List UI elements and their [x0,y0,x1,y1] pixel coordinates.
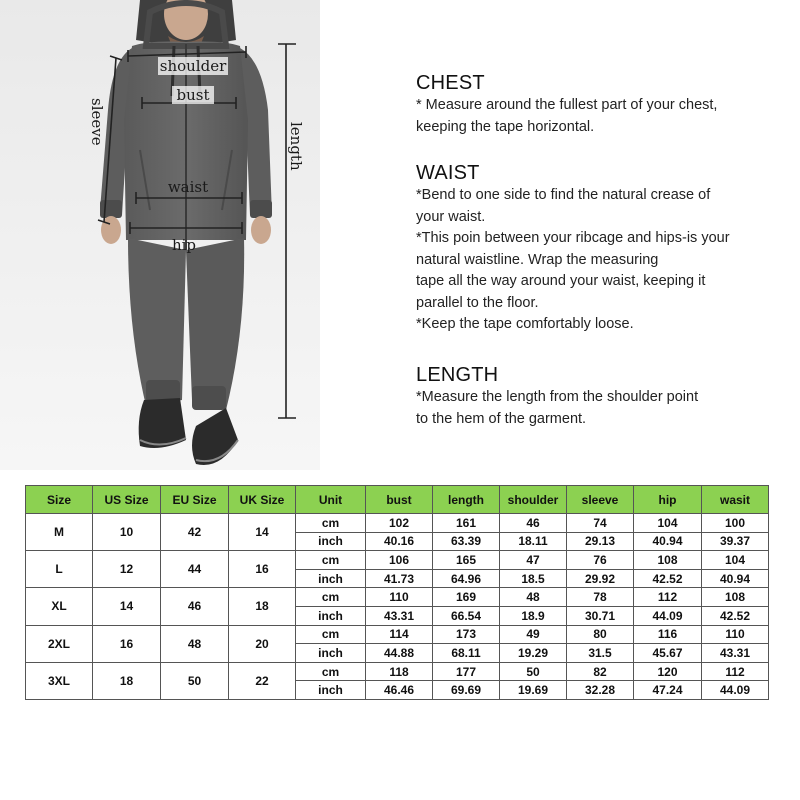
us-size-cell: 12 [93,551,161,588]
header-bust: bust [366,486,433,514]
chest-line: keeping the tape horizontal. [416,118,595,135]
shoulder-cell: 47 [500,551,567,570]
waist-cell: 108 [702,588,769,607]
shoulder-cell: 19.29 [500,644,567,663]
unit-cell: cm [296,588,366,607]
unit-cell: inch [296,569,366,588]
length-cell: 165 [433,551,500,570]
hip-cell: 47.24 [634,681,702,700]
uk-size-cell: 16 [229,551,296,588]
bust-cell: 102 [366,514,433,533]
unit-cell: cm [296,625,366,644]
table-row [26,551,769,570]
header-unit: Unit [296,486,366,514]
waist-heading: WAIST [416,162,480,184]
label-waist: waist [167,178,209,196]
bust-cell: 46.46 [366,681,433,700]
length-line: *Measure the length from the shoulder point [416,389,699,405]
eu-size-cell: 44 [161,551,229,588]
waist-line: *This poin between your ribcage and hips-is your [416,230,730,246]
waist-line: parallel to the floor. [416,294,539,311]
shoulder-cell: 46 [500,514,567,533]
size-cell: XL [26,588,93,625]
shoulder-cell: 48 [500,588,567,607]
unit-cell: cm [296,662,366,681]
unit-cell: cm [296,551,366,570]
length-cell: 161 [433,514,500,533]
bust-cell: 41.73 [366,569,433,588]
label-length: length [287,122,305,171]
us-size-cell: 14 [93,588,161,625]
shoulder-cell: 50 [500,662,567,681]
table-body [26,514,769,700]
waist-cell: 42.52 [702,606,769,625]
bust-cell: 43.31 [366,606,433,625]
length-heading: LENGTH [416,364,499,386]
label-shoulder: shoulder [159,57,227,75]
us-size-cell: 16 [93,625,161,662]
hip-cell: 104 [634,514,702,533]
shoulder-cell: 18.11 [500,532,567,551]
bust-cell: 114 [366,625,433,644]
uk-size-cell: 20 [229,625,296,662]
chest-line: * Measure around the fullest part of your chest, [416,97,718,113]
length-cell: 66.54 [433,606,500,625]
sleeve-cell: 31.5 [567,644,634,663]
header-uk-size: UK Size [229,486,296,514]
waist-cell: 104 [702,551,769,570]
eu-size-cell: 42 [161,514,229,551]
header-hip: hip [634,486,702,514]
sleeve-cell: 78 [567,588,634,607]
table-row [26,588,769,607]
size-cell: 3XL [26,662,93,699]
hip-cell: 108 [634,551,702,570]
waist-cell: 110 [702,625,769,644]
sleeve-cell: 76 [567,551,634,570]
shoulder-cell: 18.9 [500,606,567,625]
hip-cell: 120 [634,662,702,681]
size-chart-table [25,485,769,700]
length-cell: 68.11 [433,644,500,663]
waist-cell: 44.09 [702,681,769,700]
waist-cell: 100 [702,514,769,533]
table-header-row [26,486,769,514]
length-cell: 173 [433,625,500,644]
label-hip: hip [171,236,197,254]
header-sleeve: sleeve [567,486,634,514]
size-cell: L [26,551,93,588]
bust-cell: 44.88 [366,644,433,663]
chest-instructions [416,72,786,138]
hip-cell: 42.52 [634,569,702,588]
header-eu-size: EU Size [161,486,229,514]
hip-cell: 112 [634,588,702,607]
uk-size-cell: 14 [229,514,296,551]
hip-cell: 44.09 [634,606,702,625]
waist-cell: 43.31 [702,644,769,663]
hip-cell: 45.67 [634,644,702,663]
waist-cell: 39.37 [702,532,769,551]
header-us-size: US Size [93,486,161,514]
length-cell: 177 [433,662,500,681]
length-cell: 64.96 [433,569,500,588]
eu-size-cell: 46 [161,588,229,625]
waist-line: *Bend to one side to find the natural crease of [416,187,711,203]
unit-cell: cm [296,514,366,533]
waist-cell: 40.94 [702,569,769,588]
us-size-cell: 18 [93,662,161,699]
label-sleeve: sleeve [88,98,106,146]
waist-line: tape all the way around your waist, keeping it [416,273,706,289]
waist-line: natural waistline. Wrap the measuring [416,251,659,268]
hip-cell: 116 [634,625,702,644]
garment-measurement-figure [0,0,320,470]
sleeve-cell: 82 [567,662,634,681]
size-cell: M [26,514,93,551]
sleeve-cell: 30.71 [567,606,634,625]
shoulder-cell: 49 [500,625,567,644]
shoulder-cell: 19.69 [500,681,567,700]
header-size: Size [26,486,93,514]
sleeve-cell: 74 [567,514,634,533]
uk-size-cell: 22 [229,662,296,699]
unit-cell: inch [296,532,366,551]
length-instructions [416,364,786,430]
waist-instructions [416,162,786,336]
length-cell: 69.69 [433,681,500,700]
bust-cell: 110 [366,588,433,607]
length-cell: 169 [433,588,500,607]
bust-cell: 106 [366,551,433,570]
bust-cell: 40.16 [366,532,433,551]
waist-line: your waist. [416,208,486,225]
sleeve-cell: 32.28 [567,681,634,700]
unit-cell: inch [296,681,366,700]
chest-heading: CHEST [416,72,485,94]
length-line: to the hem of the garment. [416,410,587,427]
bust-cell: 118 [366,662,433,681]
eu-size-cell: 48 [161,625,229,662]
shoulder-cell: 18.5 [500,569,567,588]
sleeve-cell: 29.92 [567,569,634,588]
header-shoulder: shoulder [500,486,567,514]
table-row [26,625,769,644]
label-bust: bust [176,86,210,104]
waist-line: *Keep the tape comfortably loose. [416,316,634,332]
table-row [26,514,769,533]
waist-cell: 112 [702,662,769,681]
eu-size-cell: 50 [161,662,229,699]
uk-size-cell: 18 [229,588,296,625]
header-length: length [433,486,500,514]
unit-cell: inch [296,644,366,663]
header-waist: wasit [702,486,769,514]
length-cell: 63.39 [433,532,500,551]
hip-cell: 40.94 [634,532,702,551]
sleeve-cell: 29.13 [567,532,634,551]
sleeve-cell: 80 [567,625,634,644]
us-size-cell: 10 [93,514,161,551]
size-cell: 2XL [26,625,93,662]
table-row [26,662,769,681]
unit-cell: inch [296,606,366,625]
